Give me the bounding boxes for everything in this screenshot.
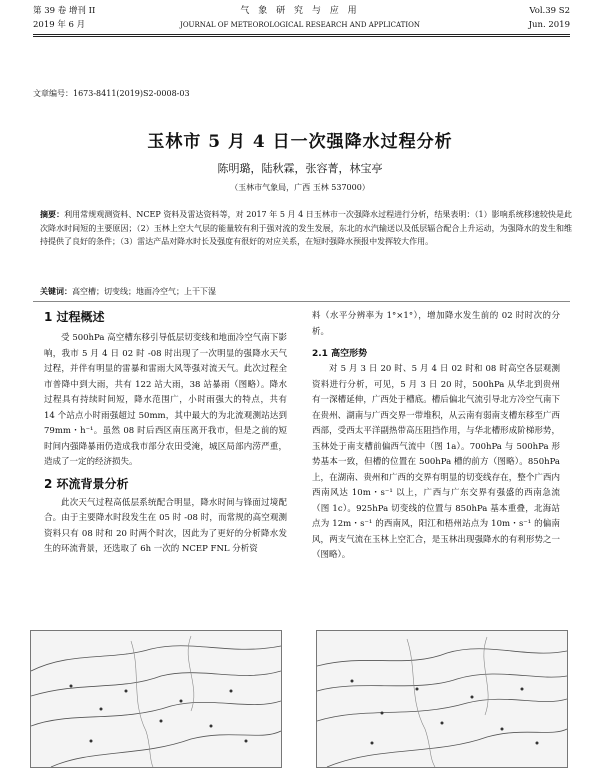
article-title: 玉林市 5 月 4 日一次强降水过程分析: [147, 132, 453, 152]
header-volume-left: 第 39 卷 增刊 II: [33, 6, 96, 16]
left-column: [44, 308, 287, 558]
affiliation: （玉林市气象局，广西 玉林 537000）: [230, 183, 370, 192]
authors: 陈明璐，陆秋霖，张容菁，林宝亭: [217, 162, 383, 175]
keywords: [40, 286, 572, 297]
abstract-text: 利用常规观测资料、NCEP 资料及雷达资料等，对 2017 年 5 月 4 日玉林市一次强降水过程进行分析，结果表明：（1）影响系统移速较快是此次降水时间短的主要原因；（2）玉林上空大气层的能量较有利于强对流的发生发展，东北的水汽输送以及低层辐合配合上升运动，为强降水的发生和维持提供了良好的条件；（3）雷达产品对降水时长及强度有很好的对应关系，在短时强降水预报中发挥较大作用。: [40, 210, 572, 247]
article-id: 文章编号：1673-8411(2019)S2-0008-03: [33, 89, 190, 98]
header-journal-en: JOURNAL OF METEOROLOGICAL RESEARCH AND APPLICATION: [180, 21, 420, 29]
figure-1a-map: [30, 630, 282, 768]
header-date-left: 2019 年 6 月: [33, 20, 86, 30]
right-column: [312, 309, 560, 564]
abstract-rule: [33, 301, 570, 302]
abstract: [40, 208, 572, 249]
abstract-label: 摘要：: [40, 209, 65, 219]
section-2-continued: 料（水平分辨率为 1°×1°），增加降水发生前的 02 时时次的分析。: [312, 311, 560, 337]
header-date-right: Jun. 2019: [528, 20, 570, 30]
header-rule-2: [33, 36, 570, 37]
section-2-text: 此次天气过程高低层系统配合明显，降水时间与锋面过境配合。由于主要降水时段发生在 05 时 -08 时，而常规的高空观测资料只有 08 时和 20 时两个时次，因此为了更好的分析降水发生的环流背景，还选取了 6h 一次的 NCEP FNL 分析资: [44, 497, 287, 554]
figure-1b-map: [316, 630, 568, 768]
section-1-text: 受 500hPa 高空槽东移引导低层切变线和地面冷空气南下影响，我市 5 月 4 日 02 时 -08 时出现了一次明显的强降水天气过程，并伴有明显的雷暴和雷雨大风等强对流天气。此次过程全市普降中到大雨，共有 122 站大雨，38 站暴雨（图略）。降水过程具有持续时间短，降水范围广，小时雨强大的特点，共有 14 个站点小时雨强超过 50mm，其中最大的为北流观测站达到 79mm・h⁻¹。虽然 08 时后西区南压离开我市，但是之前的短时间内强降暴雨仍造成我市部分农田受淹，城区局部内涝严重，造成了一定的经济损失。: [44, 333, 287, 467]
header-journal-cn: 气 象 研 究 与 应 用: [240, 6, 360, 16]
header-volume-right: Vol.39 S2: [529, 6, 570, 16]
header-rule: [33, 34, 570, 35]
keywords-text: 高空槽；切变线；地面冷空气；上干下湿: [72, 287, 216, 296]
keywords-label: 关键词：: [40, 286, 72, 296]
section-2-title: 2 环流背景分析: [44, 476, 129, 491]
section-2-1-title: 2.1 高空形势: [312, 349, 368, 359]
section-1-title: 1 过程概述: [44, 310, 105, 324]
section-2-1-text: 对 5 月 3 日 20 时、5 月 4 日 02 时和 08 时高空各层观测资料进行分析，可见，5 月 3 日 20 时，500hPa 从华北到贵州有一深槽延伸，广西处于槽底。槽后偏北气流引导北方冷空气南下在贵州、湖南与广西交界一带堆积，从云南有弱南支槽东移至广西西部，受西太平洋副热带高压阻挡作用，与华北槽形成阶梯形势，玉林处于南支槽前偏西气流中（图 1a）。700hPa 与 500hPa 形势基本一致，但槽的位置在 500hPa 槽的前方（图略）。850hPa 上，在湖南、贵州和广西的交界有明显的切变线存在，整个广西内西南风达 10m・s⁻¹ 以上，广西与广东交界有强盛的西南急流（图 1c）。925hPa 切变线的位置与 850hPa 基本重叠，北海站点为 12m・s⁻¹ 的西南风，阳江和梧州站点为 10m・s⁻¹ 的偏南风，两支气流在玉林上空汇合，是玉林出现强降水的有利形势之一（图略）。: [312, 364, 560, 560]
